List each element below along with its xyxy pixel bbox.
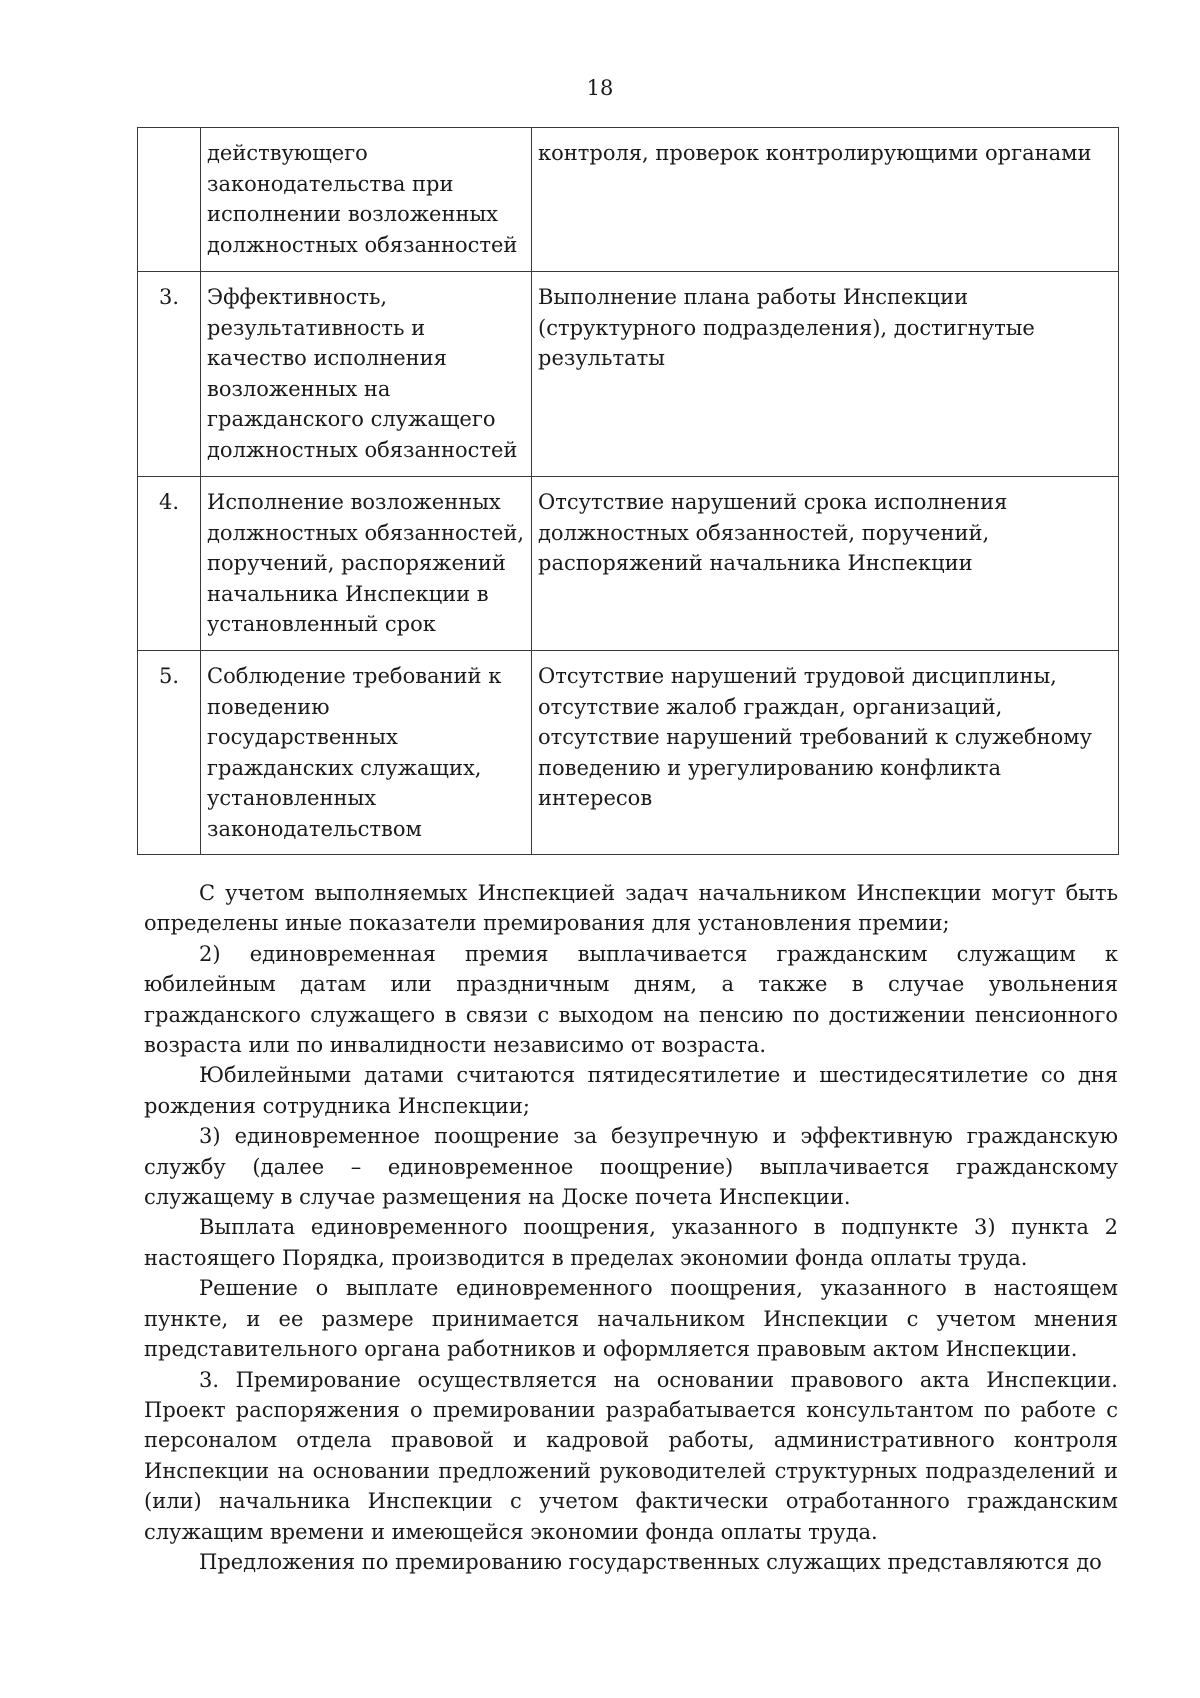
- row-number: 4.: [138, 477, 201, 651]
- criterion-cell: действующего законодательства при исполнении возложенных должностных обязанностей: [201, 128, 532, 272]
- paragraph: Решение о выплате единовременного поощрения, указанного в настоящем пункте, и ее размере принимается начальником Инспекции с учетом мнения представительного органа работников и оформляется правовым актом Инспекции.: [144, 1276, 1118, 1362]
- table-row: [138, 477, 1119, 651]
- paragraph: С учетом выполняемых Инспекцией задач начальником Инспекции могут быть определены иные показатели премирования для установления премии;: [144, 881, 1118, 936]
- row-number: 3.: [138, 272, 201, 477]
- criteria-table: [137, 127, 1119, 855]
- indicator-cell: Выполнение плана работы Инспекции (структурного подразделения), достигнутые результаты: [532, 272, 1119, 477]
- row-number: [138, 128, 201, 272]
- paragraph: 2) единовременная премия выплачивается гражданским служащим к юбилейным датам или праздничным дням, а также в случае увольнения гражданского служащего в связи с выходом на пенсию по достижении пенсионного возраста или по инвалидности независимо от возраста.: [144, 941, 1118, 1058]
- paragraph: 3) единовременное поощрение за безупречную и эффективную гражданскую службу (далее – единовременное поощрение) выплачивается гражданскому служащему в случае размещения на Доске почета Инспекции.: [144, 1124, 1118, 1210]
- row-number: 5.: [138, 651, 201, 855]
- table-row: [138, 272, 1119, 477]
- criterion-cell: Соблюдение требований к поведению государственных гражданских служащих, установленных законодательством: [201, 651, 532, 855]
- paragraph: Юбилейными датами считаются пятидесятилетие и шестидесятилетие со дня рождения сотрудника Инспекции;: [144, 1063, 1118, 1118]
- indicator-cell: контроля, проверок контролирующими органами: [532, 128, 1119, 272]
- criterion-cell: Исполнение возложенных должностных обязанностей, поручений, распоряжений начальника Инспекции в установленный срок: [201, 477, 532, 651]
- indicator-cell: Отсутствие нарушений срока исполнения должностных обязанностей, поручений, распоряжений начальника Инспекции: [532, 477, 1119, 651]
- table-row: [138, 651, 1119, 855]
- paragraph: 3. Премирование осуществляется на основании правового акта Инспекции. Проект распоряжения о премировании разрабатывается консультантом по работе с персоналом отдела правовой и кадровой работы, административного контроля Инспекции на основании предложений руководителей структурных подразделений и (или) начальника Инспекции с учетом фактически отработанного гражданским служащим времени и имеющейся экономии фонда оплаты труда.: [144, 1367, 1118, 1544]
- criterion-cell: Эффективность, результативность и качество исполнения возложенных на гражданского служащего должностных обязанностей: [201, 272, 532, 477]
- paragraph: Выплата единовременного поощрения, указанного в подпункте 3) пункта 2 настоящего Порядка, производится в пределах экономии фонда оплаты труда.: [144, 1215, 1118, 1270]
- table-row: [138, 128, 1119, 272]
- paragraph: Предложения по премированию государственных служащих представляются до: [199, 1549, 1102, 1574]
- page-number: 18: [586, 76, 614, 100]
- indicator-cell: Отсутствие нарушений трудовой дисциплины, отсутствие жалоб граждан, организаций, отсутствие нарушений требований к служебному поведению и урегулированию конфликта интересов: [532, 651, 1119, 855]
- body-text: [144, 878, 1118, 1577]
